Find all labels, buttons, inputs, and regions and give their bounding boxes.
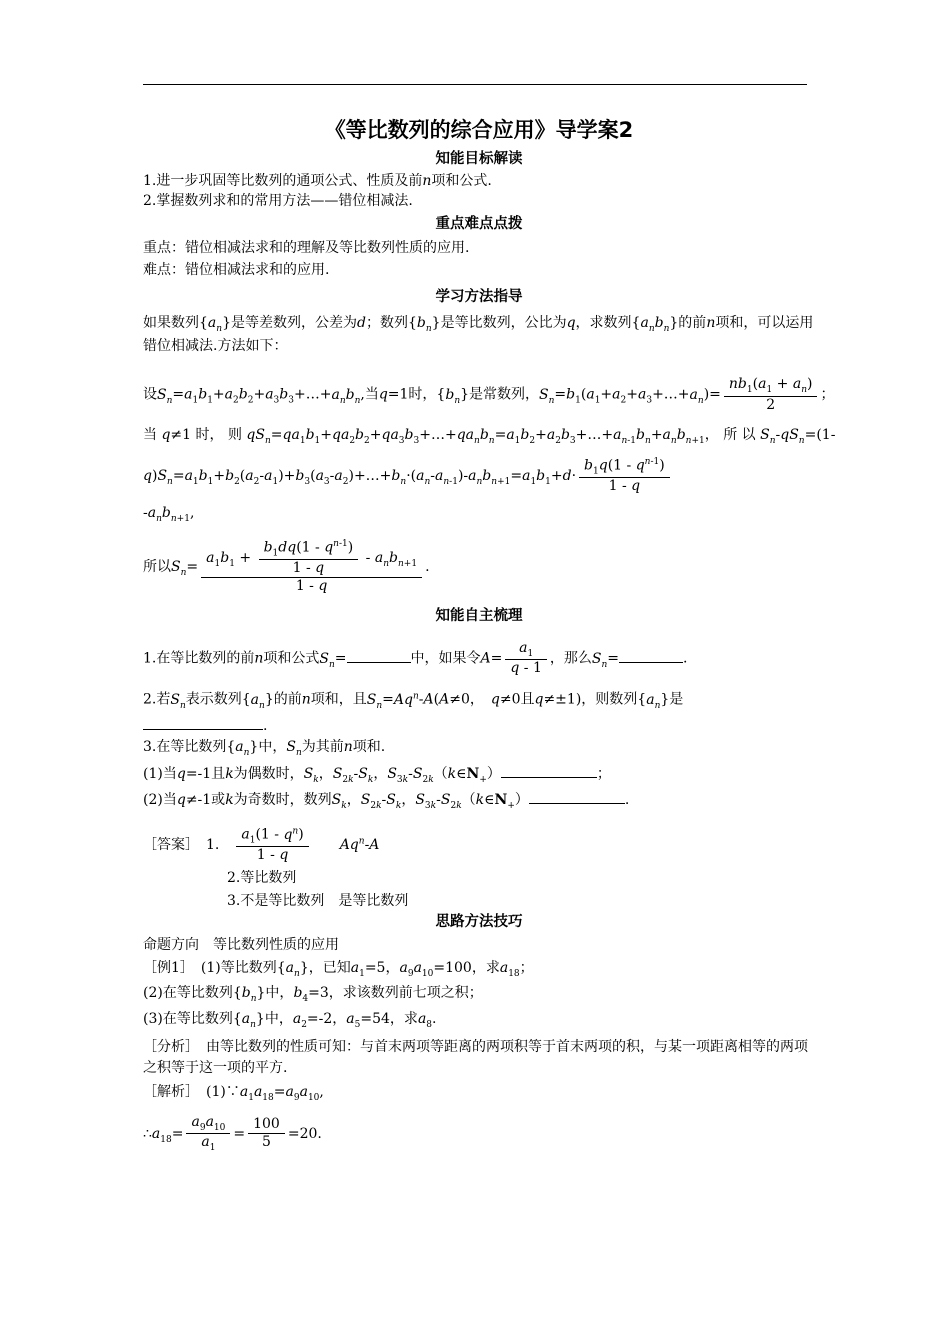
section-heading-goals: 知能目标解读 [435,151,523,168]
fraction: $\frac{100}{5}$ [248,1116,285,1151]
fraction: $\frac{a_9a_{10}}{a_1}$ [186,1114,230,1154]
fraction: $\frac{nb_1(a_1 + a_n)}{2}$ [724,376,818,413]
fraction: $\frac{b_1dq(1 - q^{n-1})}{1 - q}$ [259,539,359,577]
answer-label: ［答案］ [143,837,192,854]
answer-blank[interactable] [619,650,683,663]
section-heading-review: 知能自主梳理 [435,608,523,625]
example-analysis: ［分析］ 由等比数列的性质可知：与首末两项等距离的两项积等于首末两项的积，与某一项距离相等的两项之积等于这一项的平方. [143,1038,808,1077]
keypoint-item: 难点：错位相减法求和的应用. [143,262,330,279]
answer-line-2: 2.等比数列 [227,870,297,887]
section-heading-skills: 思路方法技巧 [435,913,523,930]
example-solution-result: $\therefore a_{18}=$ $\frac{a_9a_{10}}{a_1}$ = $\frac{100}{5}$ =20. [143,1113,322,1154]
section-heading-keypoints: 重点难点点拨 [435,216,523,233]
review-question-1: 1.在等比数列的前n项和公式$S_n=$ 中，如果令A= $\frac{a_1}{q - 1}$ ，那么$S_n=$ . [143,639,688,677]
fraction: $\frac{a_1}{q - 1}$ [505,640,547,677]
answer-blank[interactable] [501,765,597,778]
skills-direction: 命题方向 等比数列性质的应用 [143,937,339,954]
review-question-3-1: (1)当q=-1且k为偶数时，$S_k$，$S_{2k}-S_k$，$S_{3k}-S_{2k}(k\in N_+)$ ； [143,765,611,785]
method-step-1: 设$S_n=a_1b_1+a_2b_2+a_3b_3+\dots+a_nb_n$,当q=1时，$\{b_n\}$是常数列，$S_n=b_1(a_1+a_2+a_3+\dots+a_n)=$ $\frac{nb_1(a_1 + a_n)}{2}$ ； [143,375,835,413]
answer-blank[interactable] [529,791,625,804]
example-solution: ［解析］ $(1)\because a_1a_{18}=a_9a_{10}$, [143,1084,324,1103]
example-1-part-2: (2)在等比数列$\{b_n\}$中，$b_4=3$，求该数列前七项之积； [143,985,483,1005]
example-1-part-1: ［例1］ (1)等比数列$\{a_n\}$，已知$a_1=5$，$a_9a_{10}=100$，求$a_{18}$； [143,959,534,979]
fraction: $\frac{b_1q(1 - q^{n-1})}{1 - q}$ [579,457,670,495]
page-title: 《等比数列的综合应用》导学案2 [324,118,634,142]
review-question-3: 3.在等比数列$\{a_n\}$中，$S_n$为其前n项和. [143,739,386,759]
goal-item: 2.掌握数列求和的常用方法——错位相减法. [143,193,413,210]
answer-blank[interactable] [143,717,263,730]
method-step-3: $q)S_n=a_1b_1+b_2(a_2-a_1)+b_3(a_3-a_2)+\dots+b_n\cdot(a_n-a_{n-1})-a_nb_{n+1}=a_1b_1+d\cdot$ $\frac{b_1q(1 - q^{n-1})}{1 - q}$ [143,457,815,495]
method-result: 所以$S_n=$ $a_1b_1$ + $\frac{b_1dq(1 - q^{n-1})}{1 - q}$ - $a_nb_{n+1}$ 1 - q . [143,538,430,594]
goal-item: 1.进一步巩固等比数列的通项公式、性质及前n项和公式. [143,172,492,189]
example-1-part-3: (3)在等比数列$\{a_n\}$中，$a_2=-2$，$a_5=54$，求$a_8$. [143,1011,437,1030]
solution-label: ［解析］ [143,1084,192,1101]
answer-blank[interactable] [347,650,411,663]
method-step-4: $-a_nb_{n+1}$, [143,505,195,524]
fraction: $\frac{a_1(1 - q^n)}{1 - q}$ [236,826,308,864]
method-step-2: 当 q≠1 时， 则 $qS_n=qa_1b_1+qa_2b_2+qa_3b_3+\dots+qa_nb_n=a_1b_2+a_2b_3+\dots+a_{n-1}b_n+a_nb_{n+1}$， 所 以 $S_n-qS_n=(1-$ [143,427,836,447]
document-page [143,118,836,1154]
method-intro: 如果数列$\{a_n\}$是等差数列，公差为d；数列$\{b_n\}$是等比数列，公比为q，求数列$\{a_nb_n\}$的前n项和，可以运用错位相减法.方法如下： [143,314,814,355]
review-question-2-blank: . [143,717,815,735]
review-question-3-2: (2)当q≠-1或k为奇数时，数列$S_k$，$S_{2k}-S_k$，$S_{3k}-S_{2k}(k\in N_+)$ . [143,792,630,812]
header-rule [143,84,807,85]
answer-line-3: 3.不是等比数列 是等比数列 [227,892,409,909]
fraction: $a_1b_1$ + $\frac{b_1dq(1 - q^{n-1})}{1 - q}$ - $a_nb_{n+1}$ 1 - q [201,539,422,595]
keypoint-item: 重点：错位相减法求和的理解及等比数列性质的应用. [143,239,470,256]
section-heading-method: 学习方法指导 [435,289,523,306]
answer-line-1: ［答案］ 1. $\frac{a_1(1 - q^n)}{1 - q}$ Aq$^n$-A [143,826,380,864]
review-question-2: 2.若$S_n$表示数列$\{a_n\}$的前n项和，且$S_n=Aq^n-A(A\ne 0$， q≠0且q≠±1)，则数列$\{a_n\}$是 [143,691,684,711]
